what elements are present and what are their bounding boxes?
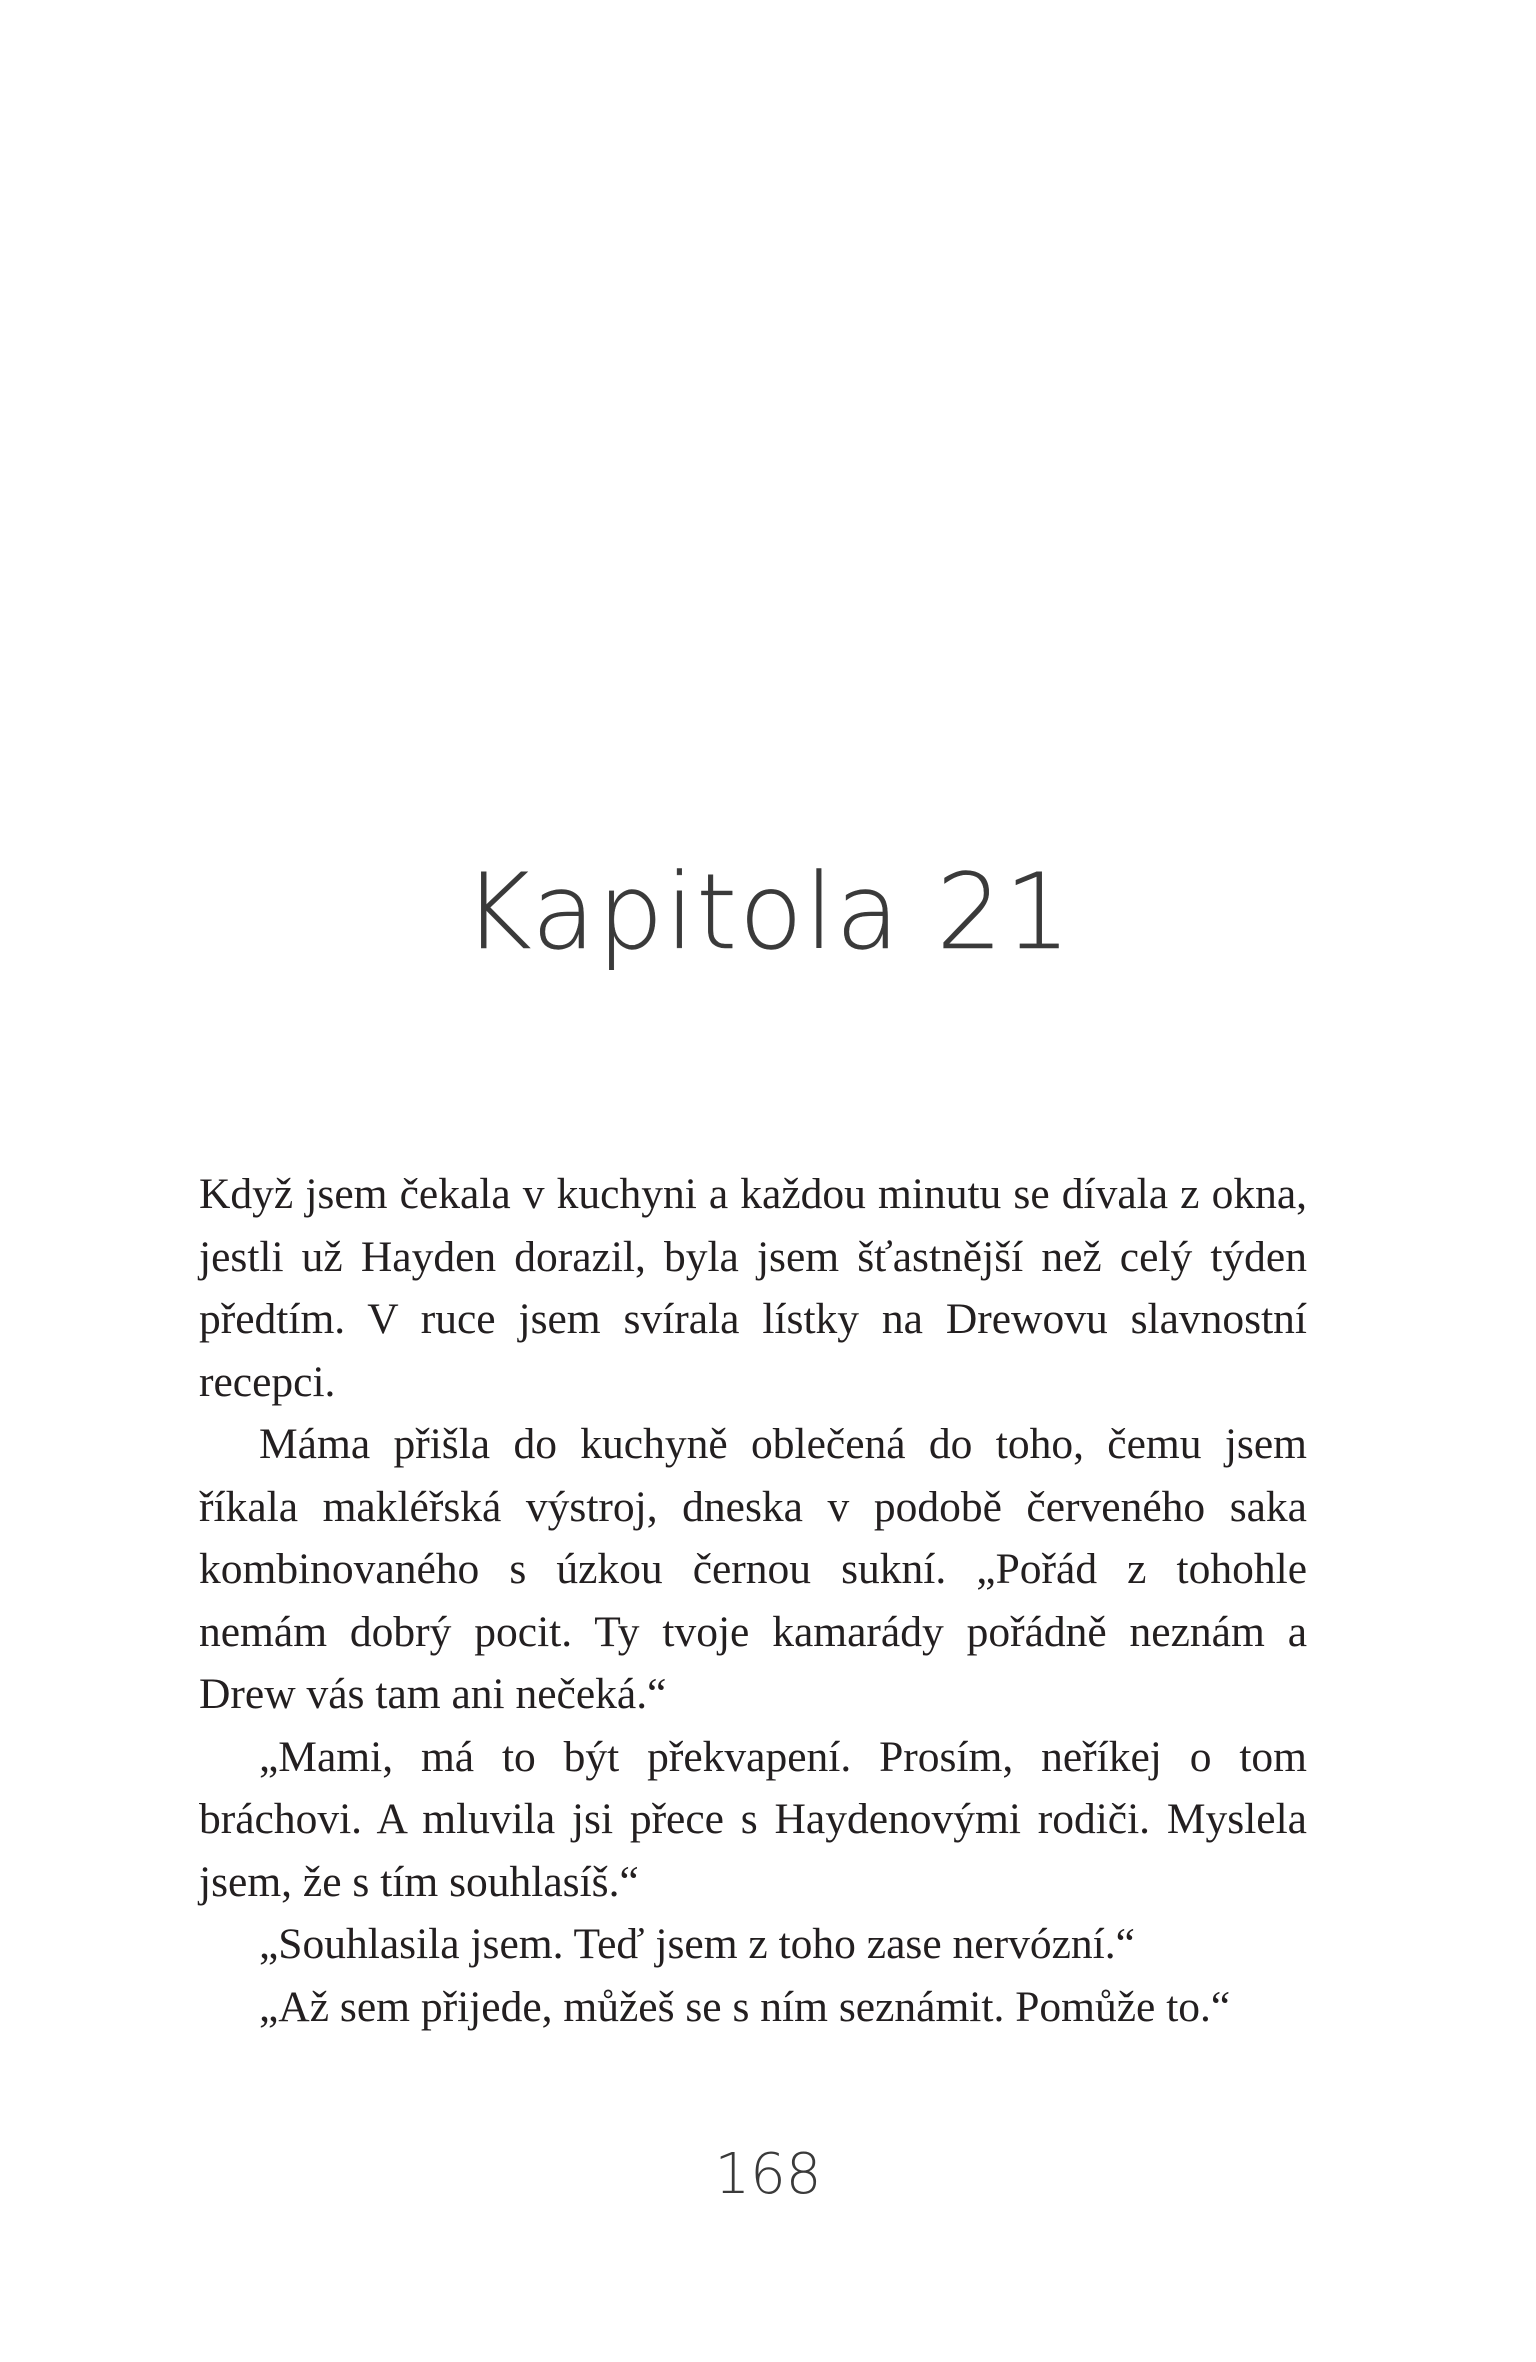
chapter-title: Kapitola 21	[463, 851, 1073, 973]
paragraph-3: „Mami, má to být překvapení. Prosím, neříkej o tom bráchovi. A mluvila jsi přece s Haydenovými rodiči. Myslela jsem, že s tím souhlasíš.“	[199, 1732, 1307, 1906]
paragraph-1: Když jsem čekala v kuchyni a každou minutu se dívala z okna, jestli už Hayden dorazil, byla jsem šťastnější než celý týden předtím. V ruce jsem svírala lístky na Drewovu slavnostní recepci.	[199, 1170, 1307, 1406]
body-text	[199, 1163, 1307, 2038]
paragraph-4: „Souhlasila jsem. Teď jsem z toho zase nervózní.“	[259, 1920, 1135, 1968]
paragraph-5: „Až sem přijede, můžeš se s ním seznámit. Pomůže to.“	[259, 1982, 1231, 2031]
paragraph-2: Máma přišla do kuchyně oblečená do toho, čemu jsem říkala makléřská výstroj, dneska v podobě červeného saka kombinovaného s úzkou černou sukní. „Pořád z tohohle nemám dobrý pocit. Ty tvoje kamarády pořádně neznám a Drew vás tam ani nečeká.“	[199, 1420, 1307, 1718]
page-number: 168	[714, 2142, 822, 2207]
